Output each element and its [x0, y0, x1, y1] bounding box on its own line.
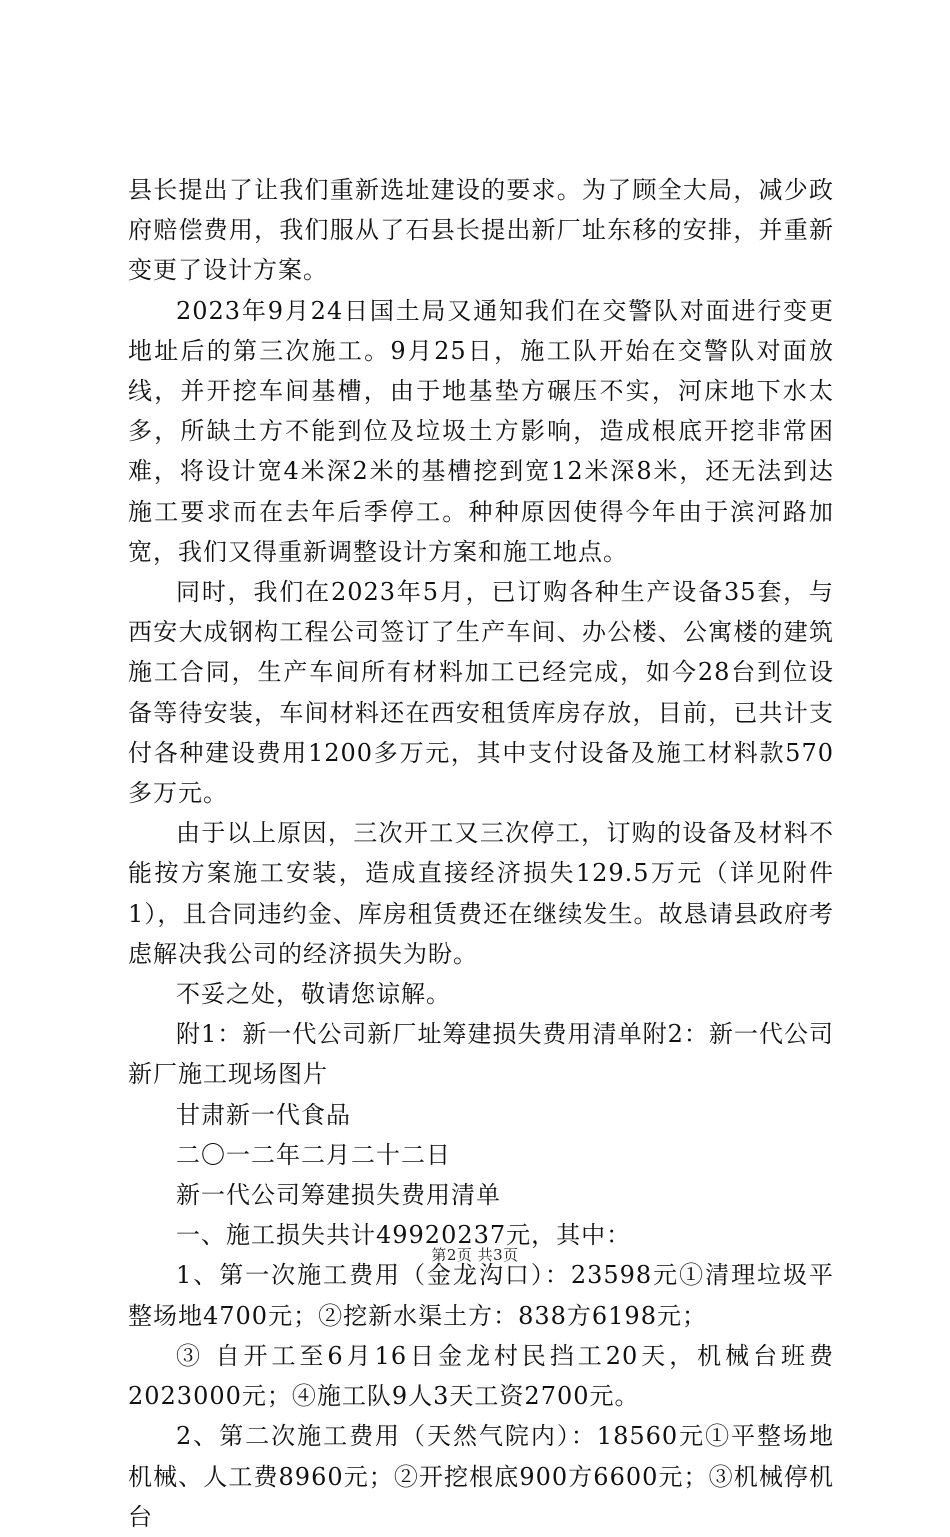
list-item-first-construction: 1、第一次施工费用（金龙沟口）：23598元①清理垃圾平整场地4700元；②挖新水渠土方：838方6198元； — [128, 1261, 834, 1330]
paragraph-apology: 不妥之处，敬请您谅解。 — [176, 980, 451, 1009]
paragraph-relocation-request: 县长提出了让我们重新选址建设的要求。为了顾全大局，减少政府赔偿费用，我们服从了石县长提出新厂址东移的安排，并重新变更了设计方案。 — [128, 176, 834, 285]
signature-date: 二〇一二年二月二十二日 — [176, 1140, 451, 1169]
list-item-first-construction-cont: ③ 自开工至6月16日金龙村民挡工20天，机械台班费2023000元；④施工队9人3天工资2700元。 — [128, 1341, 834, 1411]
paragraph-equipment-purchase: 同时，我们在2023年5月，已订购各种生产设备35套，与西安大成钢构工程公司签订了生产车间、办公楼、公寓楼的建筑施工合同，生产车间所有材料加工已经完成，如今28台到位设备等待安装，车间材料还在西安租赁库房存放，目前，已共计支付各种建设费用1200多万元，其中支付设备及施工材料款570多万元。 — [128, 578, 834, 808]
list-total: 一、施工损失共计49920237元，其中： — [176, 1221, 632, 1250]
document-body — [128, 170, 834, 1537]
paragraph-third-construction: 2023年9月24日国土局又通知我们在交警队对面进行变更地址后的第三次施工。9月25日，施工队开始在交警队对面放线，并开挖车间基槽，由于地基垫方碾压不实，河床地下水太多，所缺土方不能到位及垃圾土方影响，造成根底开挖非常困难，将设计宽4米深2米的基槽挖到宽12米深8米，还无法到达施工要求而在去年后季停工。种种原因使得今年由于滨河路加宽，我们又得重新调整设计方案和施工地点。 — [128, 296, 834, 566]
paragraph-attachments: 附1：新一代公司新厂址筹建损失费用清单附2：新一代公司新厂施工现场图片 — [128, 1020, 834, 1089]
paragraph-loss-request: 由于以上原因，三次开工又三次停工，订购的设备及材料不能按方案施工安装，造成直接经济损失129.5万元（详见附件1），且合同违约金、库房租赁费还在继续发生。故恳请县政府考虑解决我公司的经济损失为盼。 — [128, 819, 834, 968]
list-title: 新一代公司筹建损失费用清单 — [176, 1181, 501, 1210]
signature-company: 甘肃新一代食品 — [176, 1100, 351, 1129]
list-item-second-construction: 2、第二次施工费用（天然气院内）：18560元①平整场地机械、人工费8960元；②开挖根底900方6600元；③机械停机台 — [128, 1422, 834, 1531]
page-number: 第2页 共3页 — [431, 1246, 519, 1264]
